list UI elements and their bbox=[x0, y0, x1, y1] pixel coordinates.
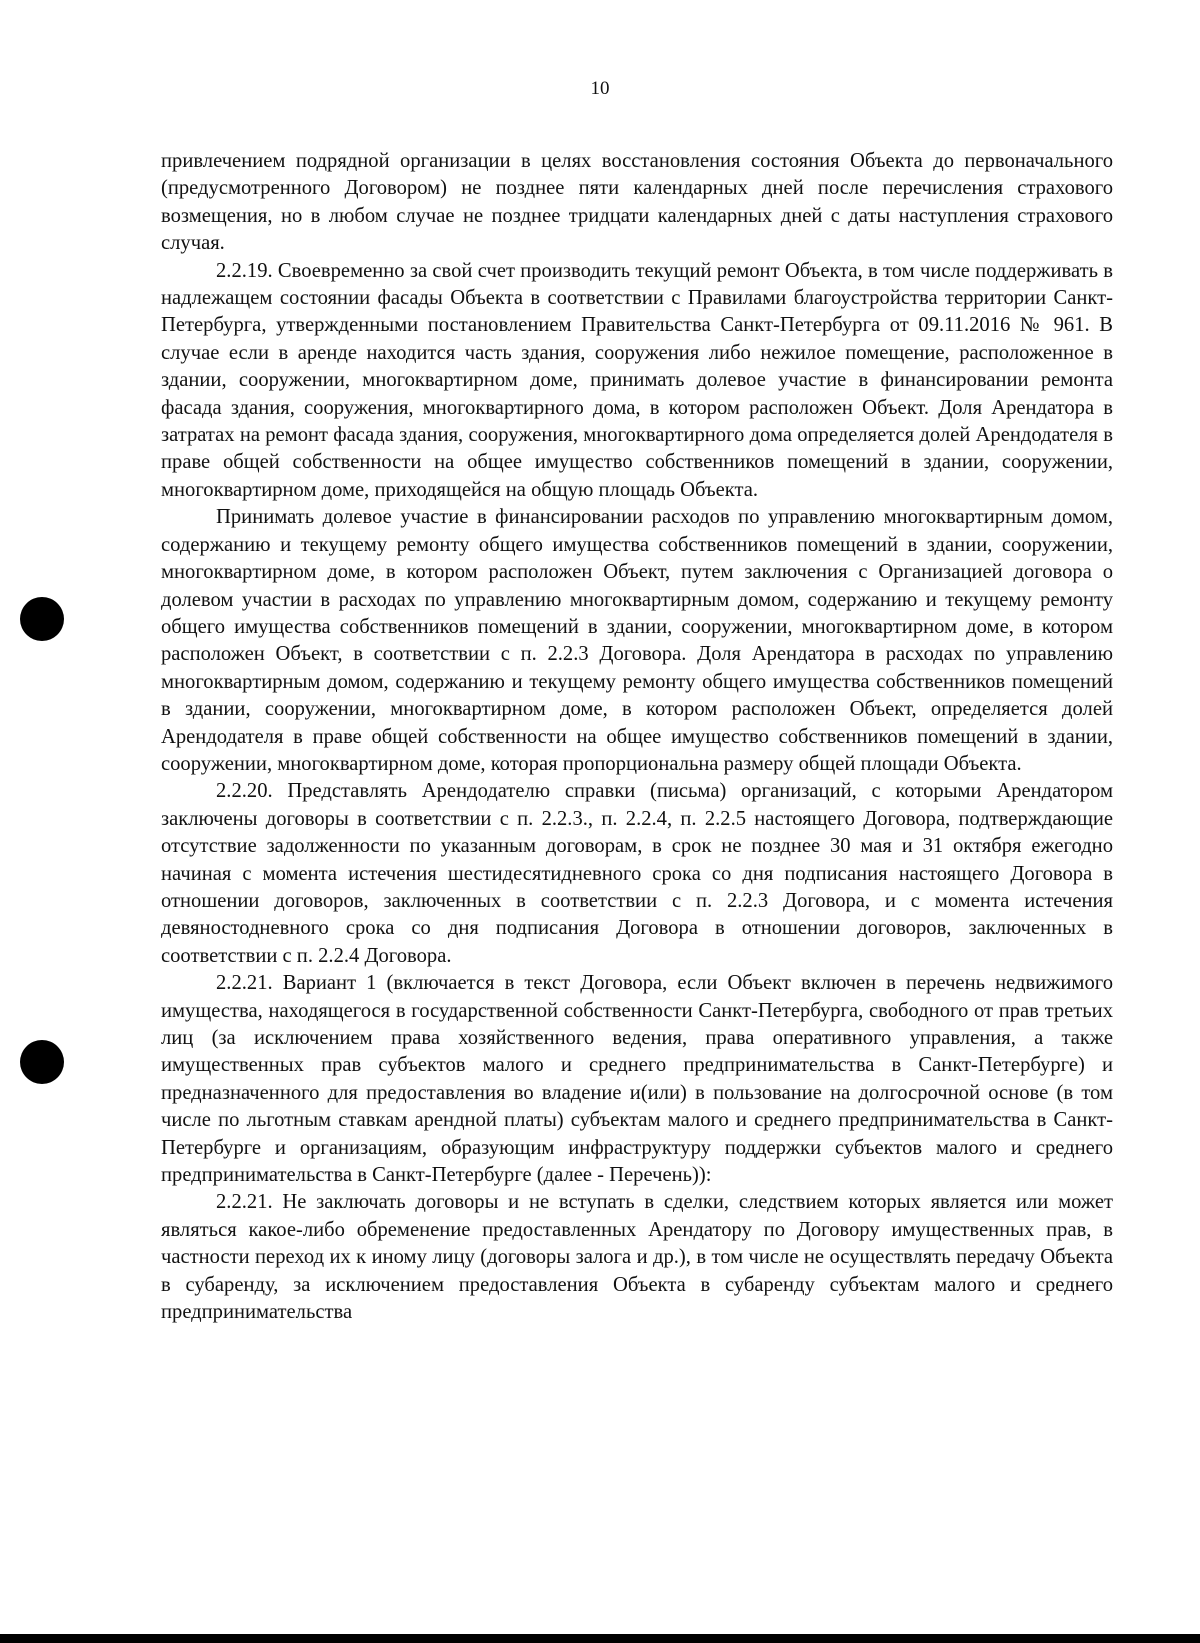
paragraph-2-2-21-variant: 2.2.21. Вариант 1 (включается в текст Договора, если Объект включен в перечень недвижимого имущества, находящегося в государственной собственности Санкт-Петербурга, свободного от прав третьих лиц (за исключением права хозяйственного ведения, права оперативного управления, а также имущественных прав субъектов малого и среднего предпринимательства в Санкт-Петербурге) и предназначенного для предоставления во владение и(или) в пользование на долгосрочной основе (в том числе по льготным ставкам арендной платы) субъектам малого и среднего предпринимательства в Санкт-Петербурге и организациям, образующим инфраструктуру поддержки субъектов малого и среднего предпринимательства в Санкт-Петербурге (далее - Перечень)): bbox=[161, 972, 1113, 1187]
hole-punch-mark bbox=[20, 1040, 64, 1084]
paragraph-shared-costs: Принимать долевое участие в финансировании расходов по управлению многоквартирным домом, содержанию и текущему ремонту общего имущества собственников помещений в здании, сооружении, многоквартирном доме, в котором расположен Объект, путем заключения с Организацией договора о долевом участии в расходах по управлению многоквартирным домом, содержанию и текущему ремонту общего имущества собственников помещений в здании, сооружении, многоквартирном доме, в котором расположен Объект, в соответствии с п. 2.2.3 Договора. Доля Арендатора в расходах по управлению многоквартирным домом, содержанию и текущему ремонту общего имущества собственников помещений в здании, сооружении, многоквартирном доме, в котором расположен Объект, определяется долей Арендодателя в праве общей собственности на общее имущество собственников помещений в здании, сооружении, многоквартирном доме, которая пропорциональна размеру общей площади Объекта. bbox=[161, 506, 1113, 775]
page-number: 10 bbox=[590, 78, 610, 99]
paragraph-2-2-21: 2.2.21. Не заключать договоры и не вступать в сделки, следствием которых является или может являться какое-либо обременение предоставленных Арендатору по Договору имущественных прав, в частности переход их к иному лицу (договоры залога и др.), в том числе не осуществлять передачу Объекта в субаренду, за исключением предоставления Объекта в субаренду субъектам малого и среднего предпринимательства bbox=[161, 1191, 1113, 1324]
paragraph-continuation: привлечением подрядной организации в целях восстановления состояния Объекта до первоначального (предусмотренного Договором) не позднее пяти календарных дней после перечисления страхового возмещения, но в любом случае не позднее тридцати календарных дней с даты наступления страхового случая. bbox=[161, 150, 1113, 255]
paragraph-2-2-19: 2.2.19. Своевременно за свой счет производить текущий ремонт Объекта, в том числе поддерживать в надлежащем состоянии фасады Объекта в соответствии с Правилами благоустройства территории Санкт-Петербурга, утвержденными постановлением Правительства Санкт-Петербурга от 09.11.2016 № 961. В случае если в аренде находится часть здания, сооружения либо нежилое помещение, расположенное в здании, сооружении, многоквартирном доме, принимать долевое участие в финансировании ремонта фасада здания, сооружения, многоквартирного дома, в котором расположен Объект. Доля Арендатора в затратах на ремонт фасада здания, сооружения, многоквартирного дома определяется долей Арендодателя в праве общей собственности на общее имущество собственников помещений в здании, сооружении, многоквартирном доме, приходящейся на общую площадь Объекта. bbox=[161, 259, 1113, 501]
scan-edge-line bbox=[0, 1634, 1200, 1643]
document-body bbox=[161, 148, 1113, 1326]
paragraph-2-2-20: 2.2.20. Представлять Арендодателю справки (письма) организаций, с которыми Арендатором заключены договоры в соответствии с п. 2.2.3., п. 2.2.4, п. 2.2.5 настоящего Договора, подтверждающие отсутствие задолженности по указанным договорам, в срок не позднее 30 мая и 31 октября ежегодно начиная с момента истечения шестидесятидневного срока со дня подписания настоящего Договора в отношении договоров, заключенных в соответствии с п. 2.2.3 Договора, и с момента истечения девяностодневного срока со дня подписания Договора в отношении договоров, заключенных в соответствии с п. 2.2.4 Договора. bbox=[161, 780, 1113, 967]
hole-punch-mark bbox=[20, 597, 64, 641]
